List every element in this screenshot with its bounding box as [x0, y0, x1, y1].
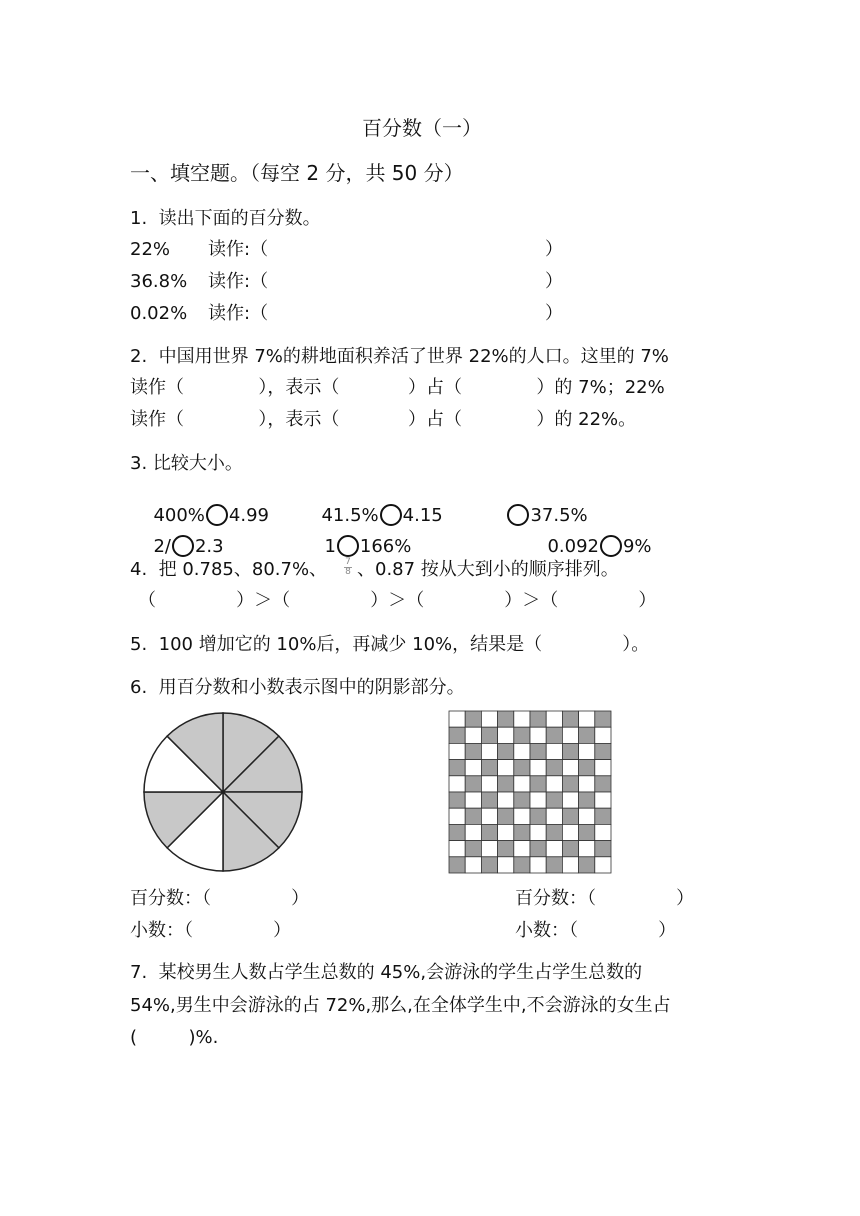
- grid-cell-shaded: [514, 857, 530, 873]
- grid-cell-blank: [530, 857, 546, 873]
- grid-cell-shaded: [465, 711, 481, 727]
- q1-close-paren: ）: [545, 239, 563, 260]
- compare-right: 4.15: [402, 505, 443, 526]
- grid-cell-shaded: [530, 841, 546, 857]
- q1-close-paren: ）: [545, 271, 563, 292]
- compare-right: 4.99: [228, 505, 269, 526]
- q1-read-label: 读作:（: [208, 239, 269, 260]
- grid-cell-blank: [562, 760, 578, 776]
- grid-cell-shaded: [579, 727, 595, 743]
- grid-cell-shaded: [579, 824, 595, 840]
- grid-cell-blank: [514, 841, 530, 857]
- grid-cell-shaded: [481, 824, 497, 840]
- q3-heading: 3. 比较大小。: [130, 453, 243, 474]
- grid-cell-shaded: [449, 824, 465, 840]
- grid-cell-blank: [498, 760, 514, 776]
- grid-cell-shaded: [562, 776, 578, 792]
- compare-left: 0.092: [547, 536, 599, 557]
- compare-circle[interactable]: [600, 535, 622, 557]
- grid-cell-blank: [530, 727, 546, 743]
- grid-cell-blank: [595, 792, 611, 808]
- grid-cell-blank: [546, 711, 562, 727]
- grid-cell-blank: [498, 792, 514, 808]
- q2-line-2: 读作（ ），表示（ ）占（ ）的 7%；22%: [130, 377, 665, 398]
- grid-cell-blank: [465, 824, 481, 840]
- grid-cell-shaded: [530, 776, 546, 792]
- grid-cell-shaded: [595, 776, 611, 792]
- grid-percent-answer: 百分数：（ ）: [515, 888, 695, 909]
- compare-left: 400%: [153, 505, 205, 526]
- grid-cell-shaded: [546, 824, 562, 840]
- compare-item: [313, 517, 411, 557]
- page-title: 百分数（一）: [362, 116, 482, 140]
- q6-heading: 6. 用百分数和小数表示图中的阴影部分。: [130, 677, 465, 698]
- compare-right: 9%: [622, 536, 652, 557]
- grid-cell-blank: [449, 743, 465, 759]
- pie-sectors: [144, 713, 302, 871]
- grid-cell-blank: [465, 857, 481, 873]
- grid-cell-blank: [514, 711, 530, 727]
- pie-figure: [142, 711, 304, 873]
- q7-line-3: ( )%.: [130, 1027, 219, 1048]
- grid-cell-blank: [595, 824, 611, 840]
- grid-cell-blank: [449, 841, 465, 857]
- grid-cell-blank: [481, 711, 497, 727]
- q1-percent: 36.8%: [130, 271, 188, 292]
- q7-line-2: 54%,男生中会游泳的占 72%,那么,在全体学生中,不会游泳的女生占: [130, 995, 671, 1016]
- grid-cell-shaded: [546, 727, 562, 743]
- q1-read-label: 读作:（: [208, 271, 269, 292]
- grid-cell-shaded: [465, 841, 481, 857]
- fraction-seven-eighths: [342, 558, 354, 577]
- q1-close-paren: ）: [545, 303, 563, 324]
- pie-decimal-answer: 小数：（ ）: [130, 920, 292, 941]
- q1-percent: 22%: [130, 239, 171, 260]
- q7-line-1: 7. 某校男生人数占学生总数的 45%,会游泳的学生占学生总数的: [130, 962, 643, 983]
- grid-cell-shaded: [498, 711, 514, 727]
- grid-cell-blank: [449, 808, 465, 824]
- compare-left: 2/: [153, 536, 171, 557]
- compare-right: 37.5%: [530, 505, 588, 526]
- grid-cell-shaded: [514, 824, 530, 840]
- grid-cell-shaded: [562, 711, 578, 727]
- grid-cell-shaded: [449, 760, 465, 776]
- compare-right: 166%: [359, 536, 412, 557]
- grid-cell-blank: [530, 760, 546, 776]
- grid-cell-blank: [481, 743, 497, 759]
- grid-cell-shaded: [595, 841, 611, 857]
- grid-cell-shaded: [595, 743, 611, 759]
- grid-cell-blank: [465, 792, 481, 808]
- grid-cell-shaded: [481, 857, 497, 873]
- grid-cell-shaded: [579, 760, 595, 776]
- grid-cell-blank: [481, 841, 497, 857]
- q1-percent: 0.02%: [130, 303, 188, 324]
- grid-cell-shaded: [481, 727, 497, 743]
- grid-cell-shaded: [562, 743, 578, 759]
- grid-cell-blank: [579, 841, 595, 857]
- q2-line-3: 读作（ ），表示（ ）占（ ）的 22%。: [130, 409, 637, 430]
- grid-cell-blank: [514, 743, 530, 759]
- grid-cell-blank: [514, 808, 530, 824]
- grid-cell-blank: [530, 792, 546, 808]
- grid-cells: [449, 711, 611, 873]
- grid-cell-shaded: [579, 857, 595, 873]
- grid-cell-shaded: [465, 743, 481, 759]
- grid-cell-shaded: [579, 792, 595, 808]
- grid-cell-blank: [498, 857, 514, 873]
- grid-cell-shaded: [449, 727, 465, 743]
- grid-cell-blank: [562, 727, 578, 743]
- grid-cell-shaded: [465, 808, 481, 824]
- grid-cell-shaded: [546, 792, 562, 808]
- grid-cell-shaded: [530, 711, 546, 727]
- grid-cell-blank: [562, 792, 578, 808]
- grid-cell-blank: [595, 857, 611, 873]
- grid-cell-shaded: [449, 792, 465, 808]
- fraction-numerator: 7: [345, 557, 351, 567]
- grid-cell-blank: [579, 743, 595, 759]
- grid-figure: [448, 710, 614, 876]
- compare-right: 2.3: [194, 536, 224, 557]
- grid-cell-shaded: [514, 727, 530, 743]
- grid-cell-blank: [579, 776, 595, 792]
- grid-cell-shaded: [514, 760, 530, 776]
- compare-left: 1: [324, 536, 336, 557]
- grid-cell-blank: [595, 727, 611, 743]
- compare-item: [536, 517, 652, 557]
- grid-cell-blank: [530, 824, 546, 840]
- grid-cell-blank: [449, 711, 465, 727]
- grid-cell-blank: [562, 857, 578, 873]
- grid-cell-shaded: [465, 776, 481, 792]
- grid-cell-blank: [465, 727, 481, 743]
- grid-cell-blank: [481, 776, 497, 792]
- grid-cell-blank: [562, 824, 578, 840]
- grid-cell-shaded: [498, 841, 514, 857]
- grid-decimal-answer: 小数：（ ）: [515, 920, 677, 941]
- grid-cell-blank: [546, 841, 562, 857]
- grid-cell-blank: [481, 808, 497, 824]
- q4-blanks: （ ）＞（ ）＞（ ）＞（ ）: [138, 590, 657, 611]
- fraction-denominator: 8: [345, 567, 351, 577]
- q1-heading: 1. 读出下面的百分数。: [130, 208, 321, 229]
- pie-percent-answer: 百分数：（ ）: [130, 888, 310, 909]
- q1-read-label: 读作:（: [208, 303, 269, 324]
- grid-cell-blank: [579, 711, 595, 727]
- q4-text-post: 、0.87 按从大到小的顺序排列。: [357, 559, 619, 580]
- q5-text: 5. 100 增加它的 10%后，再减少 10%，结果是（ ）。: [130, 634, 650, 655]
- grid-cell-shaded: [546, 760, 562, 776]
- grid-cell-shaded: [514, 792, 530, 808]
- q2-line-1: 2. 中国用世界 7%的耕地面积养活了世界 22%的人口。这里的 7%: [130, 346, 669, 367]
- grid-cell-shaded: [481, 792, 497, 808]
- grid-cell-blank: [546, 776, 562, 792]
- grid-cell-shaded: [498, 808, 514, 824]
- grid-cell-shaded: [546, 857, 562, 873]
- grid-cell-blank: [498, 727, 514, 743]
- grid-cell-shaded: [498, 776, 514, 792]
- grid-cell-shaded: [595, 808, 611, 824]
- grid-cell-blank: [449, 776, 465, 792]
- grid-cell-blank: [546, 808, 562, 824]
- grid-cell-shaded: [530, 743, 546, 759]
- grid-cell-shaded: [481, 760, 497, 776]
- grid-cell-shaded: [562, 841, 578, 857]
- section-heading: 一、填空题。（每空 2 分，共 50 分）: [130, 161, 464, 185]
- q4-text-pre: 4. 把 0.785、80.7%、: [130, 559, 328, 580]
- compare-left: 41.5%: [321, 505, 379, 526]
- grid-cell-shaded: [449, 857, 465, 873]
- grid-cell-blank: [595, 760, 611, 776]
- grid-cell-blank: [579, 808, 595, 824]
- compare-item: [142, 517, 224, 557]
- grid-cell-blank: [546, 743, 562, 759]
- grid-cell-shaded: [562, 808, 578, 824]
- grid-cell-blank: [465, 760, 481, 776]
- compare-circle[interactable]: [337, 535, 359, 557]
- grid-cell-shaded: [498, 743, 514, 759]
- grid-cell-blank: [514, 776, 530, 792]
- grid-cell-shaded: [595, 711, 611, 727]
- grid-cell-blank: [498, 824, 514, 840]
- compare-circle[interactable]: [507, 504, 529, 526]
- compare-circle[interactable]: [172, 535, 194, 557]
- grid-cell-shaded: [530, 808, 546, 824]
